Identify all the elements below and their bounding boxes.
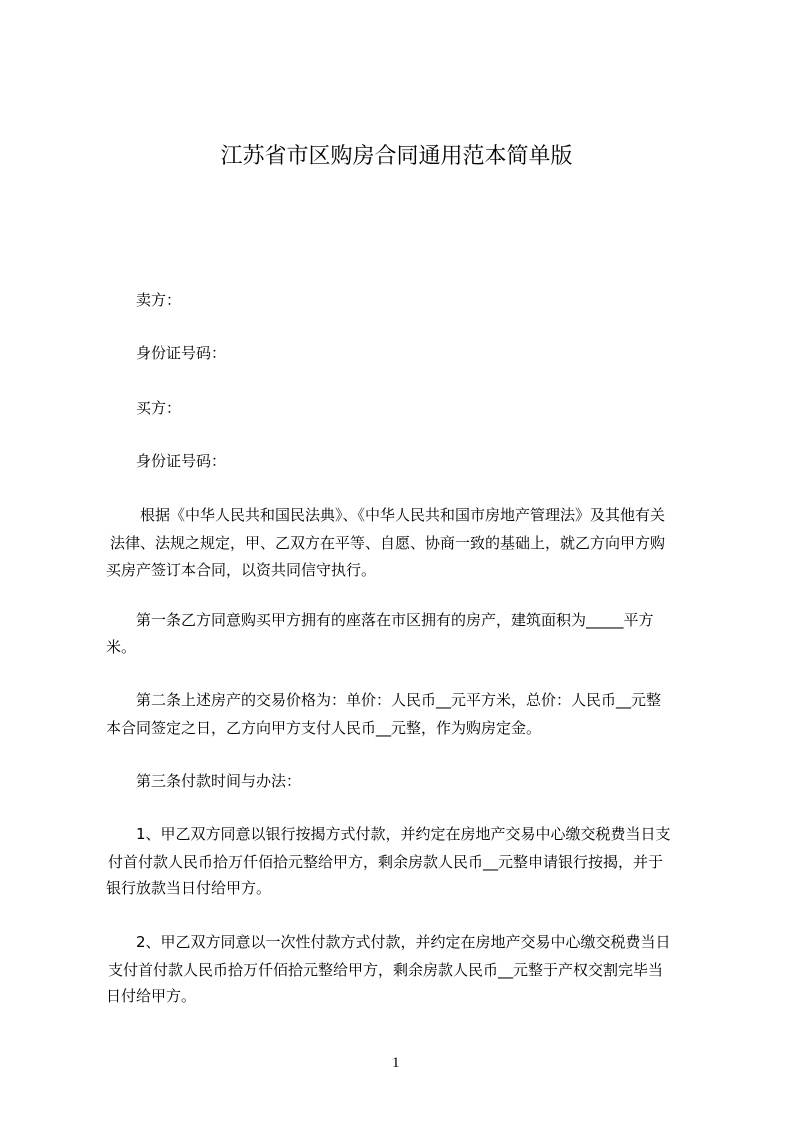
paragraph-line: 1、甲乙双方同意以银行按揭方式付款，并约定在房地产交易中心缴交税费当日支 <box>136 825 671 843</box>
seller-field: 卖方： <box>136 291 182 309</box>
page-number: 1 <box>392 1055 400 1071</box>
paragraph-line: 买房产签订本合同，以资共同信守执行。 <box>106 561 377 579</box>
seller-id-field: 身份证号码： <box>136 344 227 362</box>
buyer-id-field: 身份证号码： <box>136 452 227 470</box>
document-title: 江苏省市区购房合同通用范本简单版 <box>220 144 573 169</box>
paragraph-line: 本合同签定之日，乙方向甲方支付人民币__元整，作为购房定金。 <box>106 719 542 737</box>
paragraph-line: 付首付款人民币拾万仟佰拾元整给甲方，剩余房款人民币__元整申请银行按揭，并于 <box>108 853 664 871</box>
paragraph-line: 支付首付款人民币拾万仟佰拾元整给甲方，剩余房款人民币__元整于产权交割完毕当 <box>108 961 664 979</box>
paragraph-line: 第三条付款时间与办法： <box>136 772 302 790</box>
paragraph-line: 第二条上述房产的交易价格为：单价：人民币__元平方米，总价：人民币__元整 <box>136 691 662 709</box>
paragraph-line: 根据《中华人民共和国民法典》、《中华人民共和国市房地产管理法》及其他有关 <box>140 506 666 524</box>
paragraph-line: 2、甲乙双方同意以一次性付款方式付款，并约定在房地产交易中心缴交税费当日 <box>136 933 671 951</box>
paragraph-line: 第一条乙方同意购买甲方拥有的座落在市区拥有的房产，建筑面积为_____平方 <box>136 611 654 629</box>
buyer-field: 买方： <box>136 399 182 417</box>
paragraph-line: 米。 <box>106 638 137 656</box>
paragraph-line: 银行放款当日付给甲方。 <box>106 879 272 897</box>
paragraph-line: 日付给甲方。 <box>106 987 197 1005</box>
paragraph-line: 法律、法规之规定，甲、乙双方在平等、自愿、协商一致的基础上，就乙方向甲方购 <box>110 534 666 552</box>
